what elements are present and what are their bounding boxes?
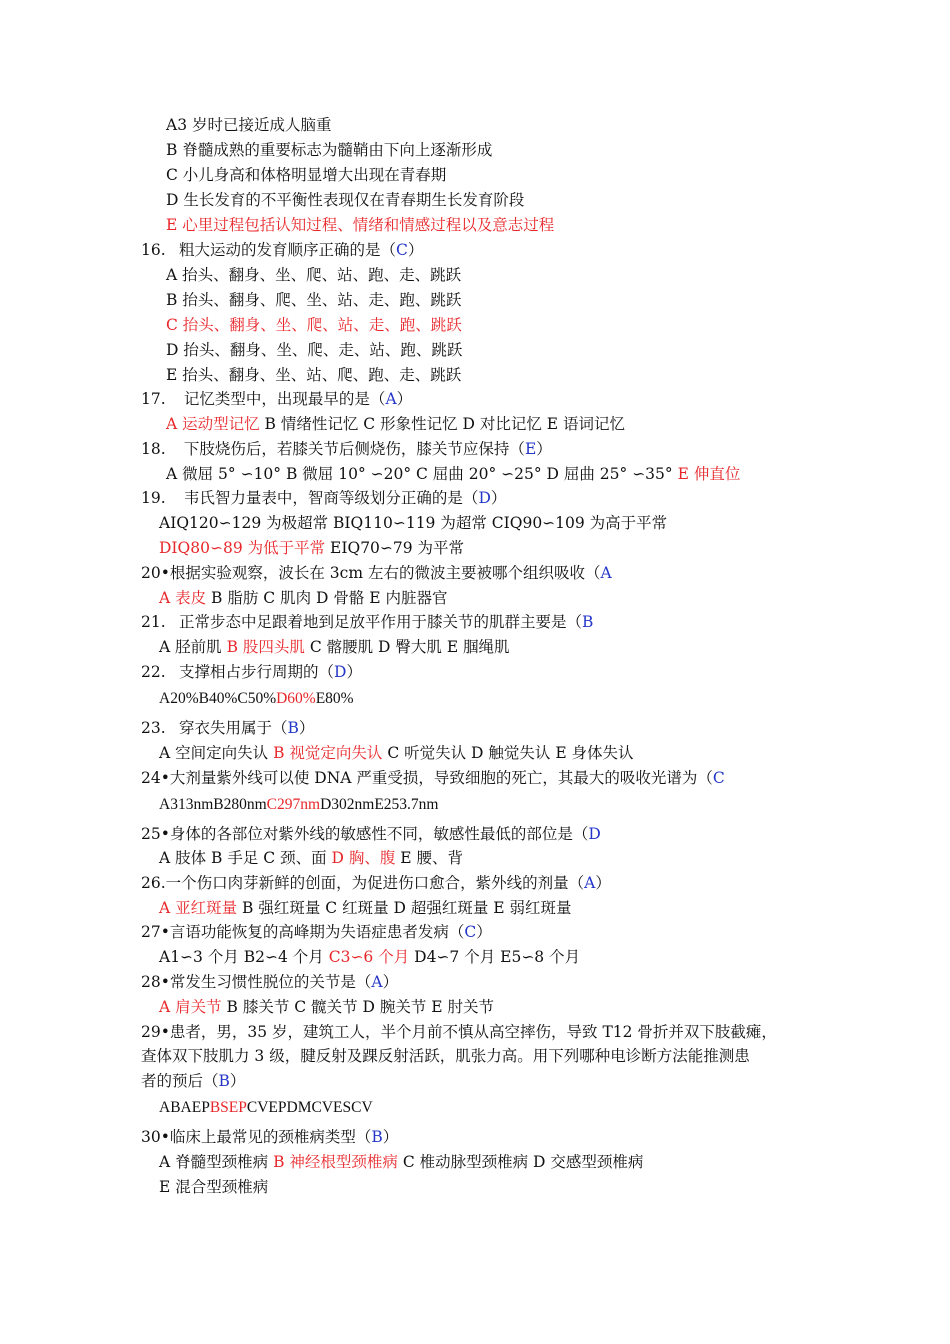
line-16d <box>166 340 462 360</box>
text-segment: B 强红斑量 C 红斑量 D 超强红斑量 E 弱红斑量 <box>237 899 572 917</box>
text-segment: A3 岁时已接近成人脑重 <box>166 116 332 134</box>
text-segment: ） <box>382 1128 399 1146</box>
question-number: 19. <box>141 489 166 507</box>
text-segment: A 空间定向失认 <box>159 744 274 762</box>
answer-highlight: D 胸、腹 <box>331 849 396 867</box>
question-21 <box>141 612 593 632</box>
line-22-options <box>159 689 354 709</box>
text-segment: ） <box>536 440 552 458</box>
text-segment: AIQ120∽129 为极超常 BIQ110∽119 为超常 CIQ90∽109 为高于平常 <box>159 514 668 532</box>
answer-key: A <box>600 564 612 582</box>
line-28-options <box>159 997 494 1017</box>
question-29-line-1 <box>141 1022 777 1042</box>
text-segment: E 抬头、翻身、坐、站、爬、跑、走、跳跃 <box>166 366 462 384</box>
answer-highlight: BSEP <box>209 1099 247 1116</box>
answer-highlight: A 表皮 <box>159 589 207 607</box>
answer-key: E <box>524 440 537 458</box>
line-24-options <box>159 795 438 815</box>
line-16a <box>166 265 461 285</box>
text-segment: B 抬头、翻身、爬、坐、站、走、跑、跳跃 <box>166 291 462 309</box>
line-29-options <box>159 1098 373 1118</box>
line-18-options <box>166 464 740 484</box>
text-segment: 正常步态中足跟着地到足放平作用于膝关节的肌群主要是（ <box>179 613 583 631</box>
question-number: 21. <box>141 613 166 631</box>
answer-highlight: B 股四头肌 <box>226 638 305 656</box>
question-28 <box>141 972 398 992</box>
text-segment: 下肢烧伤后，若膝关节后侧烧伤，膝关节应保持（ <box>179 440 525 458</box>
text-segment: B 膝关节 C 髋关节 D 腕关节 E 肘关节 <box>221 998 495 1016</box>
question-number: 18. <box>141 440 166 458</box>
question-29-line-2 <box>141 1046 750 1066</box>
line-21-options <box>159 637 510 657</box>
question-25 <box>141 824 601 844</box>
question-16 <box>141 240 423 260</box>
answer-highlight: B 视觉定向失认 <box>273 744 383 762</box>
answer-key: B <box>287 719 299 737</box>
line-23-options <box>159 743 634 763</box>
answer-highlight: A 肩关节 <box>159 998 222 1016</box>
question-24 <box>141 768 725 788</box>
answer-key: B <box>582 613 594 631</box>
answer-key: C <box>464 923 477 941</box>
text-segment: ） <box>490 489 507 507</box>
text-segment: ） <box>595 874 611 892</box>
text-segment: 者的预后（ <box>141 1072 219 1090</box>
text-segment: ） <box>382 973 399 991</box>
text-segment: 查体双下肢肌力 3 级，腱反射及踝反射活跃，肌张力高。用下列哪种电诊断方法能推测患 <box>141 1047 750 1065</box>
answer-key: D <box>334 663 347 681</box>
question-number: 22. <box>141 663 166 681</box>
line-27-options <box>159 947 580 967</box>
text-segment: ） <box>476 923 492 941</box>
text-segment: A 肢体 B 手足 C 颈、面 <box>159 849 332 867</box>
text-segment: ） <box>396 390 413 408</box>
line-15d <box>166 190 524 210</box>
line-16c <box>166 315 462 335</box>
answer-highlight: C 抬头、翻身、坐、爬、站、走、跑、跳跃 <box>166 316 462 334</box>
text-segment: 25•身体的各部位对紫外线的敏感性不同，敏感性最低的部位是（ <box>141 825 589 843</box>
text-segment: 20•根据实验观察，波长在 3cm 左右的微波主要被哪个组织吸收（ <box>141 564 601 582</box>
text-segment: D4∽7 个月 E5∽8 个月 <box>409 948 581 966</box>
text-segment: A 微屈 5° ∽10° B 微屈 10° ∽20° C 屈曲 20° ∽25° D 屈曲 25° ∽35° <box>166 465 678 483</box>
text-segment: 穿衣失用属于（ <box>179 719 288 737</box>
text-segment: ABAEP <box>159 1099 210 1116</box>
question-30 <box>141 1127 398 1147</box>
answer-key: C <box>396 241 408 259</box>
question-17 <box>141 389 412 409</box>
text-segment: E80% <box>315 690 354 707</box>
text-segment: ） <box>229 1072 246 1090</box>
text-segment: D 生长发育的不平衡性表现仅在青春期生长发育阶段 <box>166 191 525 209</box>
text-segment: A 胫前肌 <box>159 638 227 656</box>
line-15c <box>166 165 446 185</box>
question-number: 16. <box>141 241 166 259</box>
line-15a <box>166 115 331 135</box>
text-segment: A 抬头、翻身、坐、爬、站、跑、走、跳跃 <box>166 266 462 284</box>
text-segment: 粗大运动的发育顺序正确的是（ <box>179 241 397 259</box>
answer-highlight: DIQ80∽89 为低于平常 <box>159 539 326 557</box>
answer-key: B <box>218 1072 230 1090</box>
answer-highlight: C3∽6 个月 <box>328 948 410 966</box>
text-segment: 29•患者，男，35 岁，建筑工人，半个月前不慎从高空摔伤，导致 T12 骨折并双下肢截瘫， <box>141 1023 777 1041</box>
line-30-options-b <box>159 1177 268 1197</box>
answer-key: A <box>385 390 397 408</box>
answer-highlight: D60% <box>276 690 316 707</box>
question-number: 17. <box>141 390 166 408</box>
line-19-options-a <box>159 513 667 533</box>
text-segment: 28•常发生习惯性脱位的关节是（ <box>141 973 372 991</box>
answer-highlight: B 神经根型颈椎病 <box>273 1153 398 1171</box>
text-segment: ） <box>298 719 315 737</box>
question-number: 23. <box>141 719 166 737</box>
question-18 <box>141 439 552 459</box>
line-25-options <box>159 848 463 868</box>
question-23 <box>141 718 314 738</box>
question-22 <box>141 662 362 682</box>
text-segment: 30•临床上最常见的颈椎病类型（ <box>141 1128 372 1146</box>
text-segment: 26.一个伤口肉芽新鲜的创面，为促进伤口愈合，紫外线的剂量（ <box>141 874 585 892</box>
answer-key: C <box>712 769 725 787</box>
answer-highlight: E 伸直位 <box>677 465 741 483</box>
line-15e <box>166 215 554 235</box>
line-26-options <box>159 898 572 918</box>
question-29-line-3 <box>141 1071 245 1091</box>
line-16b <box>166 290 461 310</box>
text-segment: CVEPDMCVESCV <box>246 1099 373 1116</box>
text-segment: D302nmE253.7nm <box>320 796 439 813</box>
question-27 <box>141 922 492 942</box>
answer-highlight: A 亚红斑量 <box>159 899 238 917</box>
answer-highlight: A 运动型记忆 <box>166 415 260 433</box>
text-segment: 韦氏智力量表中，智商等级划分正确的是（ <box>179 489 479 507</box>
text-segment: ） <box>346 663 362 681</box>
line-30-options-a <box>159 1152 643 1172</box>
question-26 <box>141 873 611 893</box>
answer-highlight: E 心里过程包括认知过程、情绪和情感过程以及意志过程 <box>166 216 555 234</box>
text-segment: C 椎动脉型颈椎病 D 交感型颈椎病 <box>397 1153 644 1171</box>
text-segment: 支撑相占步行周期的（ <box>179 663 335 681</box>
answer-key: A <box>584 874 596 892</box>
answer-key: D <box>588 825 601 843</box>
question-19 <box>141 488 506 508</box>
text-segment: B 脂肪 C 肌肉 D 骨骼 E 内脏器官 <box>206 589 448 607</box>
text-segment: A 脊髓型颈椎病 <box>159 1153 274 1171</box>
text-segment: B 脊髓成熟的重要标志为髓鞘由下向上逐渐形成 <box>166 141 493 159</box>
line-19-options-b <box>159 538 464 558</box>
text-segment: ） <box>407 241 424 259</box>
line-15b <box>166 140 492 160</box>
text-segment: E 腰、背 <box>395 849 464 867</box>
answer-key: D <box>478 489 491 507</box>
question-20 <box>141 563 612 583</box>
line-20-options <box>159 588 448 608</box>
text-segment: B 情绪性记忆 C 形象性记忆 D 对比记忆 E 语词记忆 <box>259 415 626 433</box>
answer-key: A <box>371 973 383 991</box>
text-segment: C 听觉失认 D 触觉失认 E 身体失认 <box>382 744 634 762</box>
answer-key: B <box>371 1128 383 1146</box>
text-segment: A1∽3 个月 B2∽4 个月 <box>159 948 329 966</box>
text-segment: 27•言语功能恢复的高峰期为失语症患者发病（ <box>141 923 465 941</box>
answer-highlight: C297nm <box>266 796 321 813</box>
line-17-options <box>166 414 625 434</box>
text-segment: 记忆类型中，出现最早的是（ <box>179 390 386 408</box>
text-segment: A313nmB280nm <box>159 796 267 813</box>
text-segment: A20%B40%C50% <box>159 690 277 707</box>
text-segment: C 髂腰肌 D 臀大肌 E 腘绳肌 <box>304 638 510 656</box>
text-segment: E 混合型颈椎病 <box>159 1178 269 1196</box>
text-segment: EIQ70∽79 为平常 <box>325 539 465 557</box>
text-segment: 24•大剂量紫外线可以使 DNA 严重受损，导致细胞的死亡，其最大的吸收光谱为（ <box>141 769 713 787</box>
line-16e <box>166 365 461 385</box>
text-segment: C 小儿身高和体格明显增大出现在青春期 <box>166 166 447 184</box>
text-segment: D 抬头、翻身、坐、爬、走、站、跑、跳跃 <box>166 341 463 359</box>
